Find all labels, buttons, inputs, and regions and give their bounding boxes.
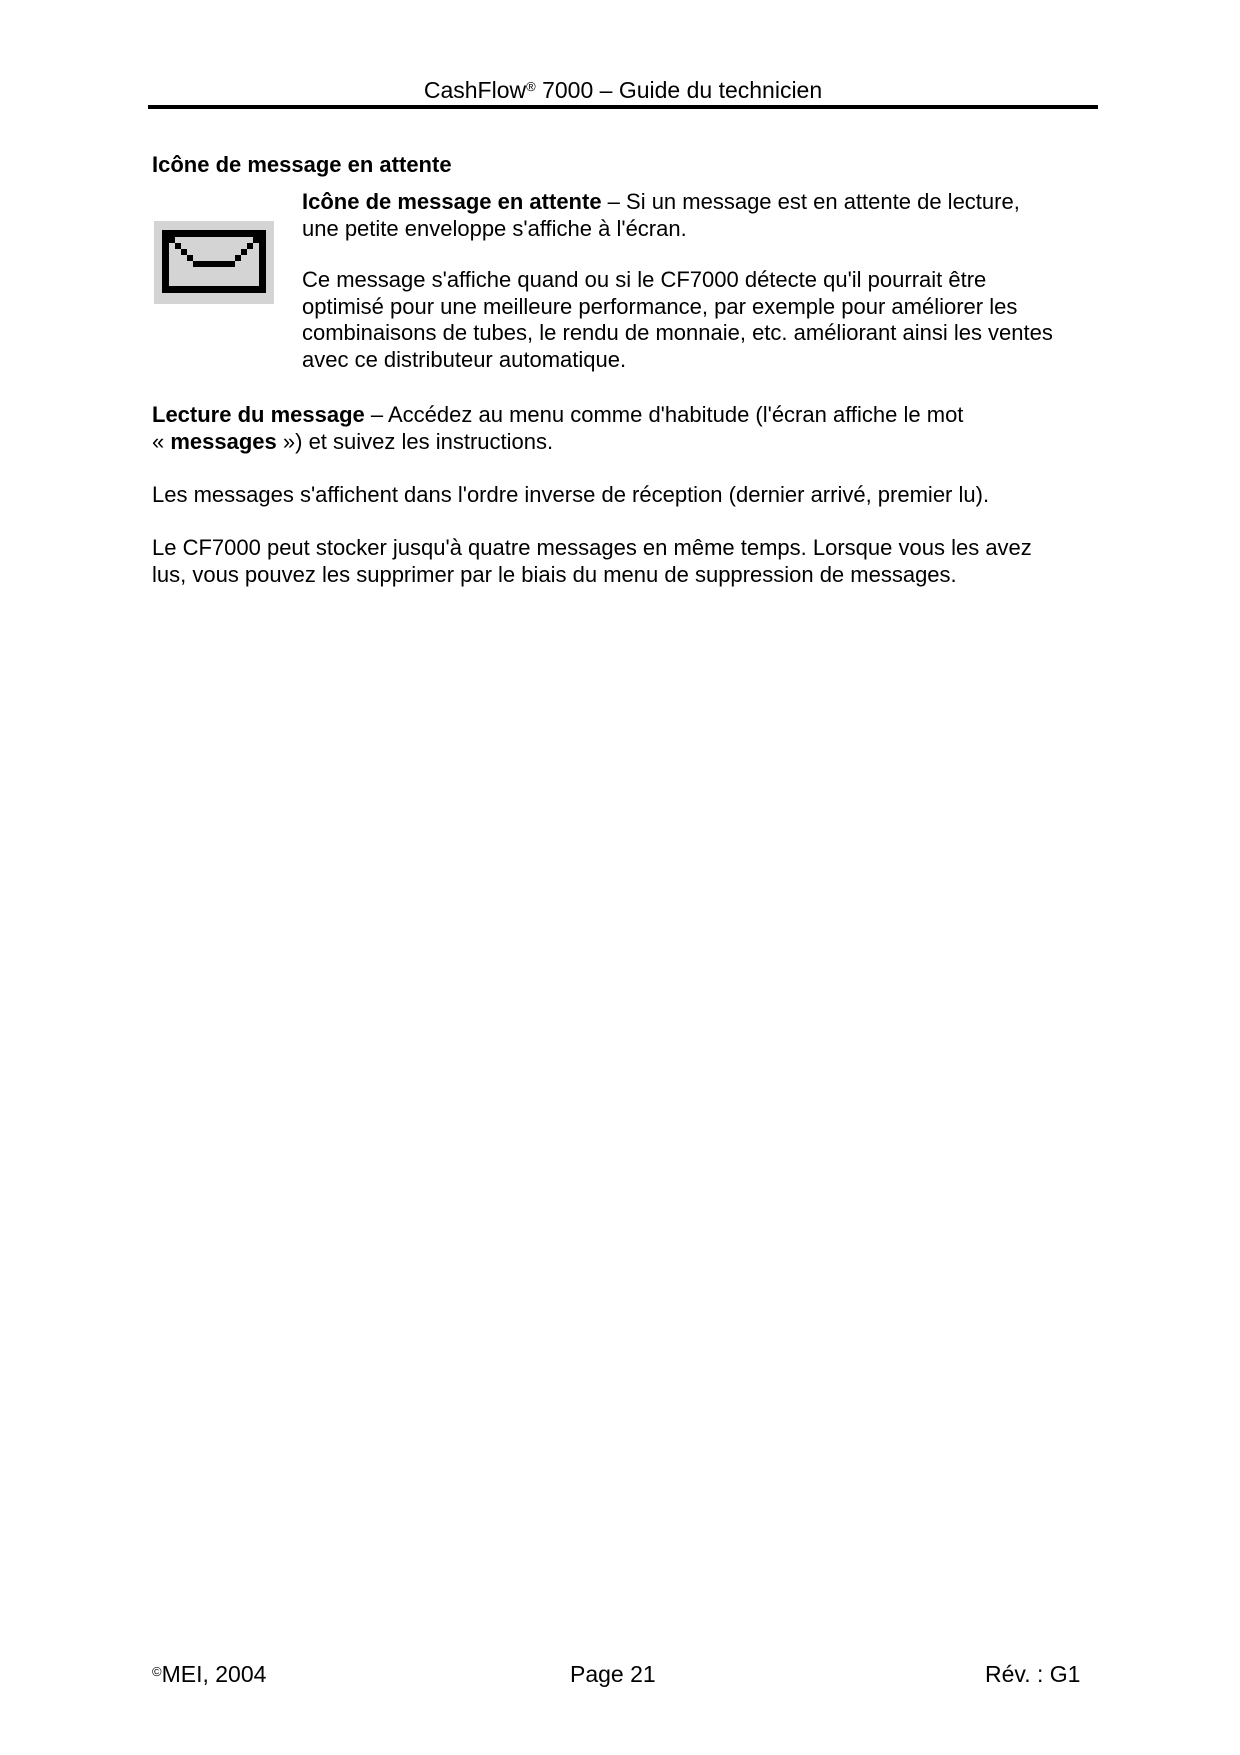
messages-keyword: messages <box>170 428 277 454</box>
storage-line-1: Le CF7000 peut stocker jusqu'à quatre messages en même temps. Lorsque vous les avez <box>152 535 1032 560</box>
footer-revision: Rév. : G1 <box>985 1661 1081 1687</box>
order-paragraph <box>152 482 1102 509</box>
icon-paragraph-1 <box>302 189 1102 242</box>
icon-paragraph-2-line-3: combinaisons de tubes, le rendu de monnaie, etc. améliorant ainsi les ventes <box>302 320 1053 345</box>
icon-paragraph-2-line-2: optimisé pour une meilleure performance, par exemple pour améliorer les <box>302 293 1018 319</box>
header-brand: CashFlow <box>423 77 527 103</box>
footer-copyright <box>152 1660 266 1688</box>
header-title-rest: 7000 – Guide du technicien <box>535 77 823 103</box>
page-header-title <box>148 76 1098 104</box>
reading-quote-open: « <box>152 428 171 454</box>
reading-paragraph <box>152 402 1102 455</box>
storage-paragraph <box>152 535 1102 588</box>
reading-term: Lecture du message <box>152 402 365 427</box>
reading-line-1: – Accédez au menu comme d'habitude (l'écran affiche le mot <box>364 402 964 427</box>
reading-line-2: ») et suivez les instructions. <box>276 428 554 454</box>
copyright-text: MEI, 2004 <box>161 1661 267 1687</box>
order-text: Les messages s'affichent dans l'ordre inverse de réception (dernier arrivé, premier lu). <box>152 482 990 507</box>
storage-line-2: lus, vous pouvez les supprimer par le biais du menu de suppression de messages. <box>152 561 957 587</box>
footer-page-number: Page 21 <box>570 1661 656 1687</box>
icon-explanation <box>302 267 1102 373</box>
copyright-symbol: © <box>152 1664 162 1679</box>
header-divider <box>148 105 1098 109</box>
icon-paragraph-2-line-1: Ce message s'affiche quand ou si le CF7000 détecte qu'il pourrait être <box>302 267 987 292</box>
icon-paragraph-1-line-1: – Si un message est en attente de lecture, <box>601 189 1020 214</box>
icon-description <box>302 189 1102 242</box>
trademark-symbol: ® <box>526 79 536 94</box>
section-heading: Icône de message en attente <box>152 152 452 177</box>
icon-paragraph-1-line-2: une petite enveloppe s'affiche à l'écran. <box>302 215 687 241</box>
icon-term: Icône de message en attente <box>302 189 602 214</box>
envelope-icon <box>154 221 274 304</box>
icon-paragraph-2-line-4: avec ce distributeur automatique. <box>302 346 627 372</box>
icon-paragraph-2 <box>302 267 1102 373</box>
